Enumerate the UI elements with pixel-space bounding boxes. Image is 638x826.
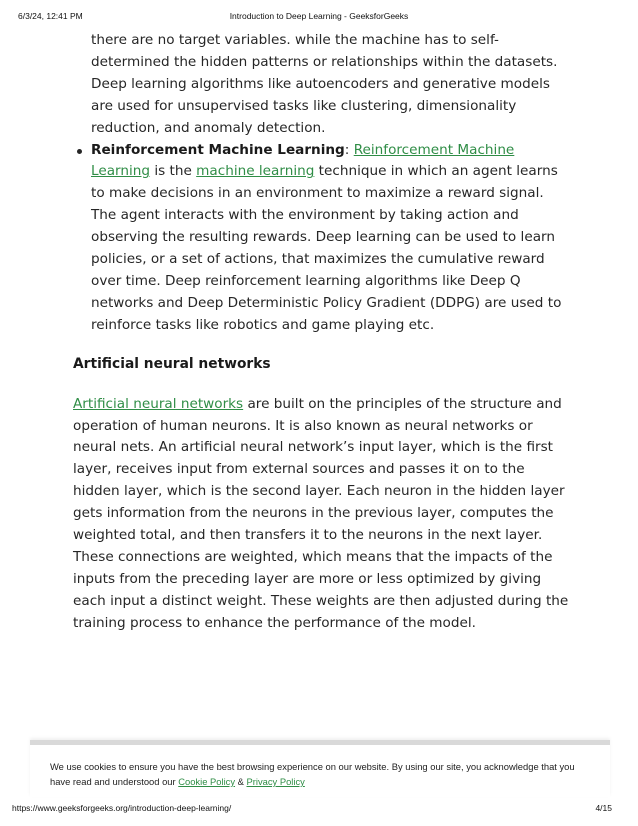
term-separator: : <box>344 141 350 158</box>
cookie-notice <box>50 759 590 789</box>
cookie-policy-link[interactable]: Cookie Policy <box>178 776 236 787</box>
bullet-icon <box>77 149 82 154</box>
learning-types-list <box>73 140 573 337</box>
reinforcement-text-1: is the <box>150 163 197 180</box>
machine-learning-link[interactable]: machine learning <box>196 163 315 180</box>
cookie-amp: & <box>235 776 247 787</box>
article-content <box>73 30 573 635</box>
reinforcement-text-2: technique in which an agent learns to make decisions in an environment to maximize a reward signal. The agent interacts with the environment by taking action and observing the resulting rewards. Deep learning can be used to learn policies, or a set of actions, that maximizes the cumulative reward over time. Deep reinforcement learning algorithms like Deep Q networks and Deep Deterministic Policy Gradient (DDPG) are used to reinforce tasks like robotics and game playing etc. <box>91 163 562 333</box>
print-footer <box>0 803 638 817</box>
reinforcement-learning-link[interactable]: Reinforcement Machine Learning <box>91 141 515 180</box>
print-header <box>0 11 638 25</box>
print-url: https://www.geeksforgeeks.org/introduction-deep-learning/ <box>12 803 232 813</box>
artificial-neural-networks-link[interactable]: Artificial neural networks <box>73 395 244 412</box>
print-page-number: 4/15 <box>595 803 612 813</box>
ann-paragraph <box>73 394 573 635</box>
cookie-notice-text: We use cookies to ensure you have the best browsing experience on our website. By using our site, you acknowledge that you have read and understood our <box>50 761 575 787</box>
print-page-title: Introduction to Deep Learning - GeeksforGeeks <box>229 11 409 21</box>
unsupervised-continued-text: there are no target variables. while the machine has to self-determined the hidden patterns or relationships within the datasets. Deep learning algorithms like autoencoders and generative models are used for unsupervised tasks like clustering, dimensionality reduction, and anomaly detection. <box>91 32 558 136</box>
print-datetime: 6/3/24, 12:41 PM <box>18 11 83 21</box>
cookie-consent-bar <box>30 740 610 797</box>
privacy-policy-link[interactable]: Privacy Policy <box>246 776 305 787</box>
reinforcement-term: Reinforcement Machine Learning <box>91 141 345 158</box>
section-heading-ann: Artificial neural networks <box>73 355 271 372</box>
list-item-reinforcement <box>73 140 573 337</box>
ann-text: are built on the principles of the structure and operation of human neurons. It is also known as neural networks or neural nets. An artificial neural network’s input layer, which is the first layer, receives input from external sources and passes it on to the hidden layer, which is the second layer. Each neuron in the hidden layer gets information from the neurons in the previous layer, computes the weighted total, and then transfers it to the neurons in the next layer. These connections are weighted, which means that the impacts of the inputs from the preceding layer are more or less optimized by giving each input a distinct weight. These weights are then adjusted during the training process to enhance the performance of the model. <box>73 395 569 631</box>
